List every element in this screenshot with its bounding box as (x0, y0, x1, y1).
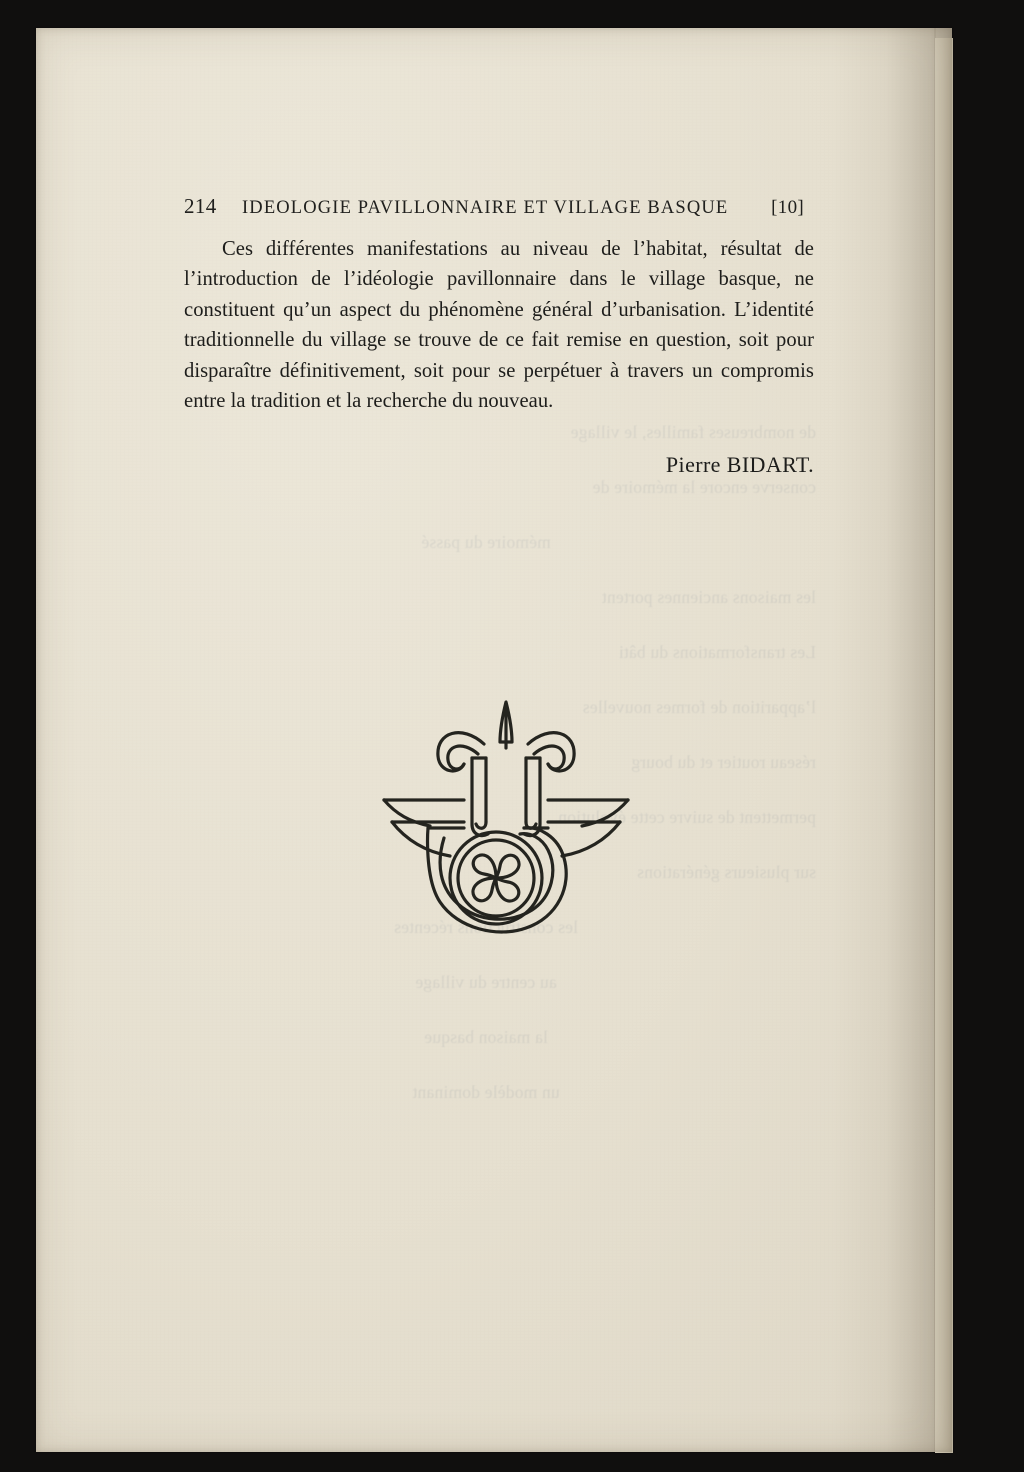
bleed-line: réseau routier et du bourg (631, 752, 816, 772)
bleed-line: les maisons anciennes portent (601, 587, 816, 607)
bleed-line: mémoire du passé (421, 532, 551, 552)
basque-lauburu-ornament (366, 688, 646, 958)
bleed-line: au centre du village (415, 972, 557, 992)
bleed-line: un modèle dominant (412, 1082, 560, 1102)
bleed-line: permettent de suivre cette évolution (558, 807, 816, 827)
bleed-line: conserve encore la mémoire de (592, 477, 816, 497)
bleed-line: l’apparition de formes nouvelles (582, 697, 816, 717)
body-text (184, 234, 814, 416)
paragraph: Ces différentes manifestations au niveau de l’habitat, résultat de l’introduction de l’idéologie pavillonnaire dans le village basque, ne constituent qu’un aspect du phénomène général d’urbanisation. L’identité traditionnelle du village se trouve de ce fait remise en question, soit pour disparaître définitivement, soit pour se perpétuer à travers un compromis entre la tradition et la recherche du nouveau. (184, 238, 814, 413)
running-head-title: IDEOLOGIE PAVILLONNAIRE ET VILLAGE BASQUE (242, 198, 729, 218)
page-content (36, 28, 952, 1452)
bleed-line: sur plusieurs générations (637, 862, 816, 882)
signature-mark: [10] (771, 197, 804, 218)
bleed-line: de nombreuses familles, le village (570, 422, 816, 442)
running-head (184, 194, 804, 219)
book-page (36, 28, 952, 1452)
page-number: 214 (184, 194, 217, 218)
bleed-line: Les transformations du bâti (618, 642, 816, 662)
author-signature: Pierre BIDART. (665, 452, 814, 477)
bleed-line: les constructions récentes (393, 917, 579, 937)
bleed-line: la maison basque (424, 1027, 548, 1047)
